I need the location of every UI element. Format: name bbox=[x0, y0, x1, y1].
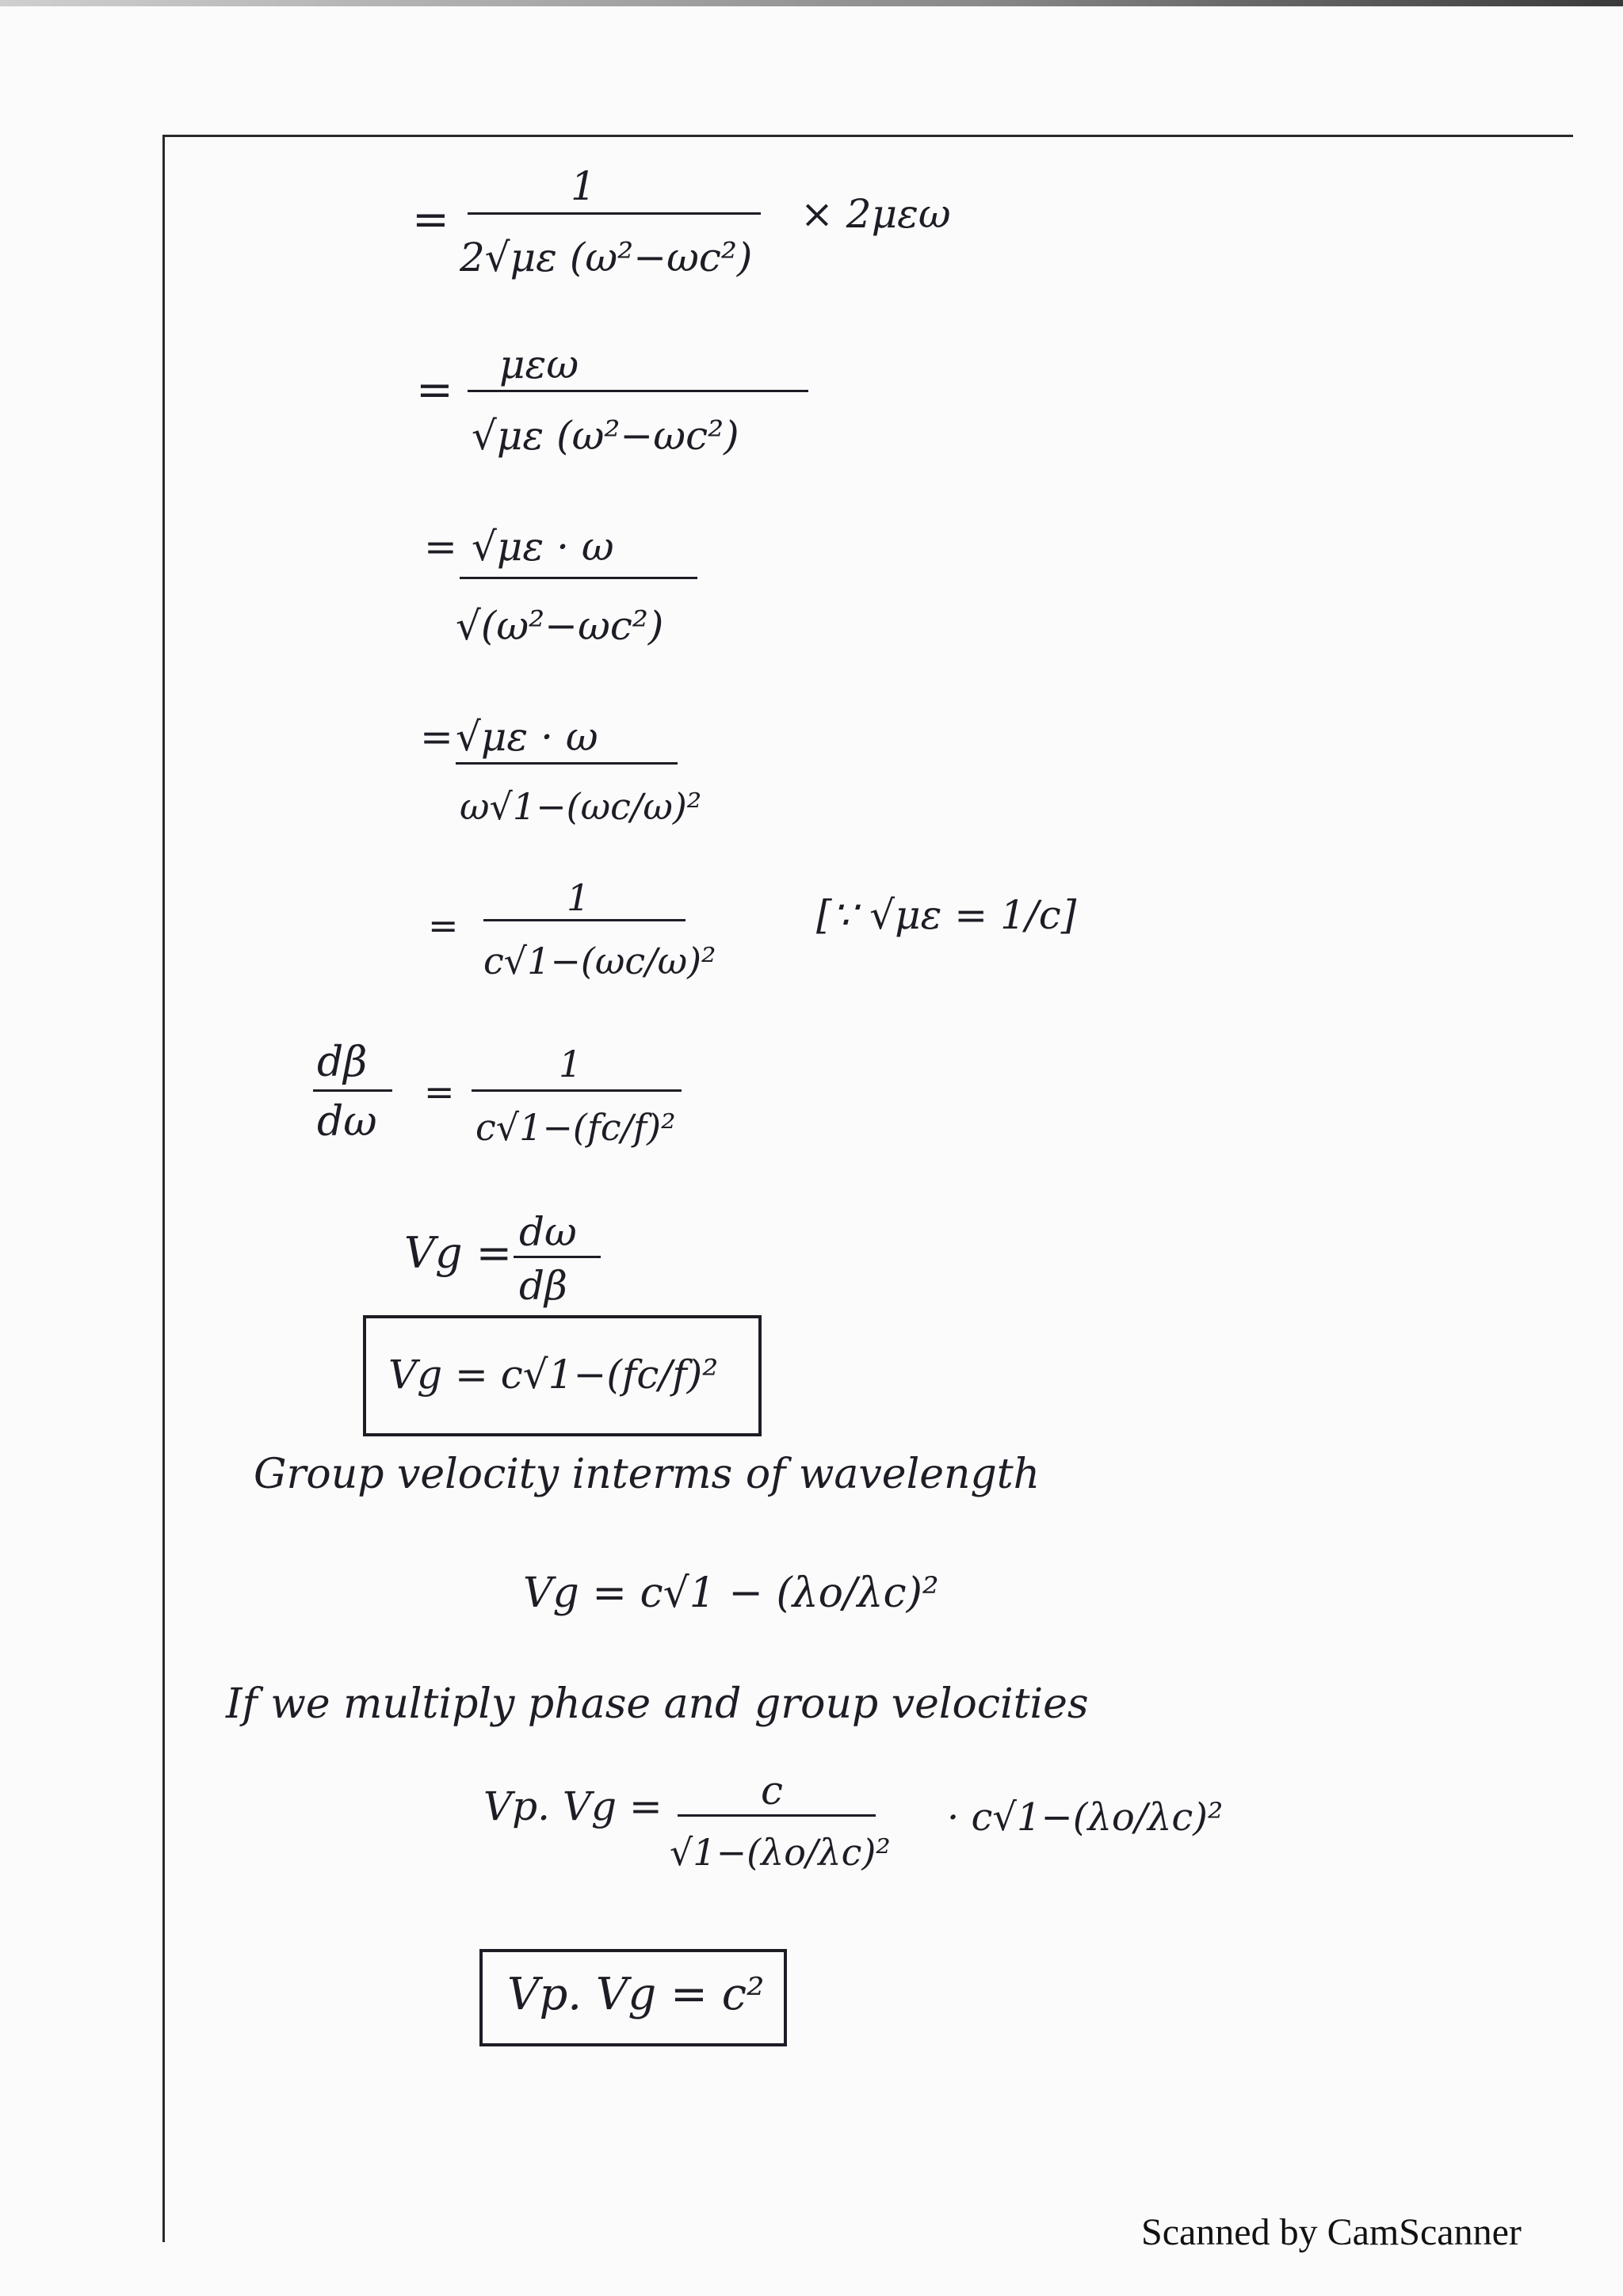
eq6-equals: = bbox=[424, 1070, 455, 1113]
eq6-lhs-numerator: dβ bbox=[317, 1039, 368, 1086]
eq6-denominator: c√1−(fc/f)² bbox=[475, 1106, 676, 1149]
eq10-denominator: √1−(λo/λc)² bbox=[670, 1831, 891, 1874]
scan-top-edge bbox=[0, 0, 1623, 6]
eq1-equals: = bbox=[412, 194, 449, 246]
eq2-denominator: √με (ω²−ωc²) bbox=[472, 413, 739, 459]
eq4-denominator: ω√1−(ωc/ω)² bbox=[460, 785, 702, 828]
eq2-fraction-bar bbox=[468, 390, 808, 392]
eq2-equals: = bbox=[416, 364, 453, 416]
eq7-lhs: Vg = bbox=[404, 1228, 512, 1278]
eq3-fraction-bar bbox=[460, 577, 697, 579]
eq3-denominator: √(ω²−ωc²) bbox=[456, 603, 664, 649]
eq6-fraction-bar bbox=[472, 1089, 682, 1092]
eq10-second-factor: · c√1−(λo/λc)² bbox=[947, 1795, 1224, 1840]
eq10-lhs: Vp. Vg = bbox=[483, 1783, 663, 1829]
eq5-identity-note: [∵ √με = 1/c] bbox=[816, 892, 1077, 938]
camscanner-watermark: Scanned by CamScanner bbox=[1141, 2211, 1522, 2253]
eq1-denominator: 2√με (ω²−ωc²) bbox=[460, 235, 753, 280]
eq10-fraction-bar bbox=[678, 1814, 876, 1817]
eq6-numerator: 1 bbox=[559, 1043, 582, 1085]
eq8-vg-result: Vg = c√1−(fc/f)² bbox=[388, 1352, 719, 1398]
eq9-vg-wavelength: Vg = c√1 − (λo/λc)² bbox=[523, 1569, 939, 1617]
eq7-numerator: dω bbox=[519, 1209, 577, 1255]
eq1-fraction-bar bbox=[468, 212, 761, 215]
eq6-lhs-denominator: dω bbox=[317, 1098, 377, 1146]
eq5-equals: = bbox=[428, 904, 459, 947]
eq10-numerator: c bbox=[761, 1768, 784, 1814]
eq5-fraction-bar bbox=[483, 919, 685, 921]
eq2-numerator: μεω bbox=[499, 341, 579, 387]
heading-multiply-velocities: If we multiply phase and group velocities bbox=[226, 1680, 1089, 1728]
page-left-margin-rule bbox=[162, 135, 165, 2242]
page-top-rule bbox=[162, 135, 1573, 137]
eq4-numerator: √με · ω bbox=[456, 714, 598, 760]
eq5-numerator: 1 bbox=[567, 876, 590, 919]
heading-group-velocity-wavelength: Group velocity interms of wavelength bbox=[254, 1451, 1041, 1498]
eq7-denominator: dβ bbox=[519, 1263, 567, 1309]
eq4-equals: = bbox=[420, 714, 453, 760]
eq5-denominator: c√1−(ωc/ω)² bbox=[483, 940, 716, 982]
eq3-numerator: √με · ω bbox=[472, 524, 614, 570]
eq4-fraction-bar bbox=[456, 762, 678, 765]
eq1-multiplier: × 2μεω bbox=[800, 191, 951, 237]
eq7-fraction-bar bbox=[514, 1256, 601, 1258]
eq6-lhs-bar bbox=[313, 1089, 392, 1092]
eq3-equals: = bbox=[424, 524, 457, 570]
eq11-vp-vg-result: Vp. Vg = c² bbox=[507, 1969, 765, 2020]
eq1-numerator: 1 bbox=[571, 163, 596, 209]
